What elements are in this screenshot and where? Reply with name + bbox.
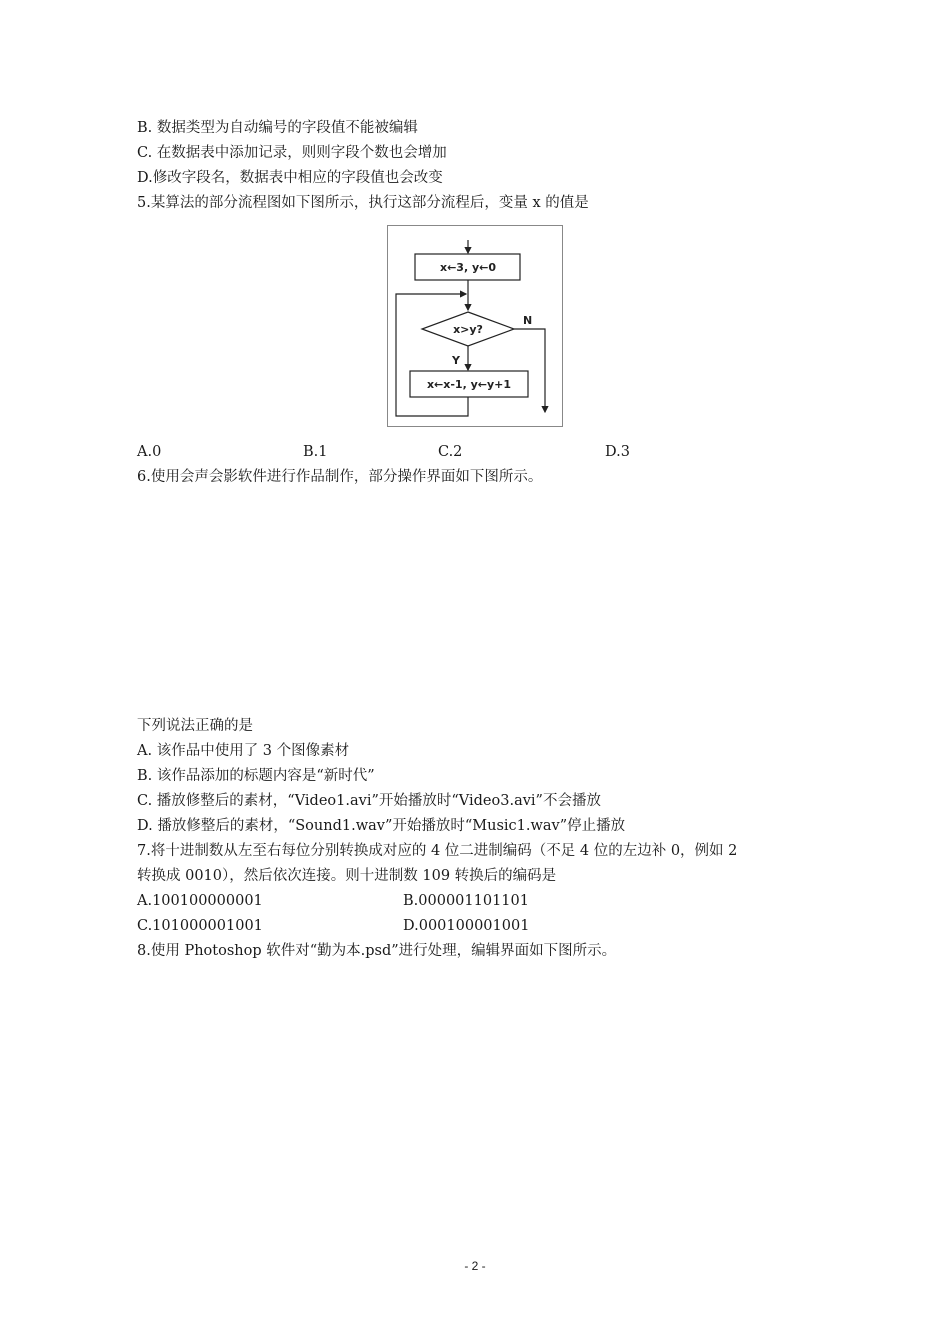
q7-stem-line1: 7.将十进制数从左至右每位分别转换成对应的 4 位二进制编码（不足 4 位的左边补 0，例如 2 [137,843,738,859]
q7-stem-line2: 转换成 0010），然后依次连接。则十进制数 109 转换后的编码是 [137,868,557,884]
q5-stem: 5.某算法的部分流程图如下图所示，执行这部分流程后，变量 x 的值是 [137,195,589,211]
q4-option-d: D.修改字段名，数据表中相应的字段值也会改变 [137,170,443,186]
q8-stem: 8.使用 Photoshop 软件对“勤为本.psd”进行处理，编辑界面如下图所示。 [137,943,617,959]
q5-option-b: B.1 [303,444,328,460]
page-number: - 2 - [464,1259,486,1273]
q6-prompt: 下列说法正确的是 [137,718,253,734]
q6-option-b: B. 该作品添加的标题内容是“新时代” [137,768,375,784]
yes-label: Y [452,354,460,367]
flowchart-svg [388,226,564,428]
q6-stem: 6.使用会声会影软件进行作品制作，部分操作界面如下图所示。 [137,469,543,485]
q7-option-c: C.101000001001 [137,918,263,934]
init-box-text: x←3, y←0 [439,261,497,274]
q7-option-a: A.100100000001 [137,893,263,909]
q6-option-a: A. 该作品中使用了 3 个图像素材 [137,743,350,759]
q5-flowchart [387,225,563,427]
q7-option-d: D.000100001001 [403,918,530,934]
q4-option-b: B. 数据类型为自动编号的字段值不能被编辑 [137,120,418,136]
q7-option-b: B.000001101101 [403,893,529,909]
q6-option-c: C. 播放修整后的素材，“Video1.avi”开始播放时“Video3.avi”不会播放 [137,793,601,809]
decision-text: x>y? [453,323,483,336]
q6-option-d: D. 播放修整后的素材，“Sound1.wav”开始播放时“Music1.wav”停止播放 [137,818,626,834]
no-label: N [523,314,533,327]
q5-option-c: C.2 [438,444,463,460]
loop-box-text: x←x-1, y←y+1 [426,378,512,391]
q5-option-d: D.3 [605,444,630,460]
q5-option-a: A.0 [137,444,162,460]
q4-option-c: C. 在数据表中添加记录，则则字段个数也会增加 [137,145,447,161]
